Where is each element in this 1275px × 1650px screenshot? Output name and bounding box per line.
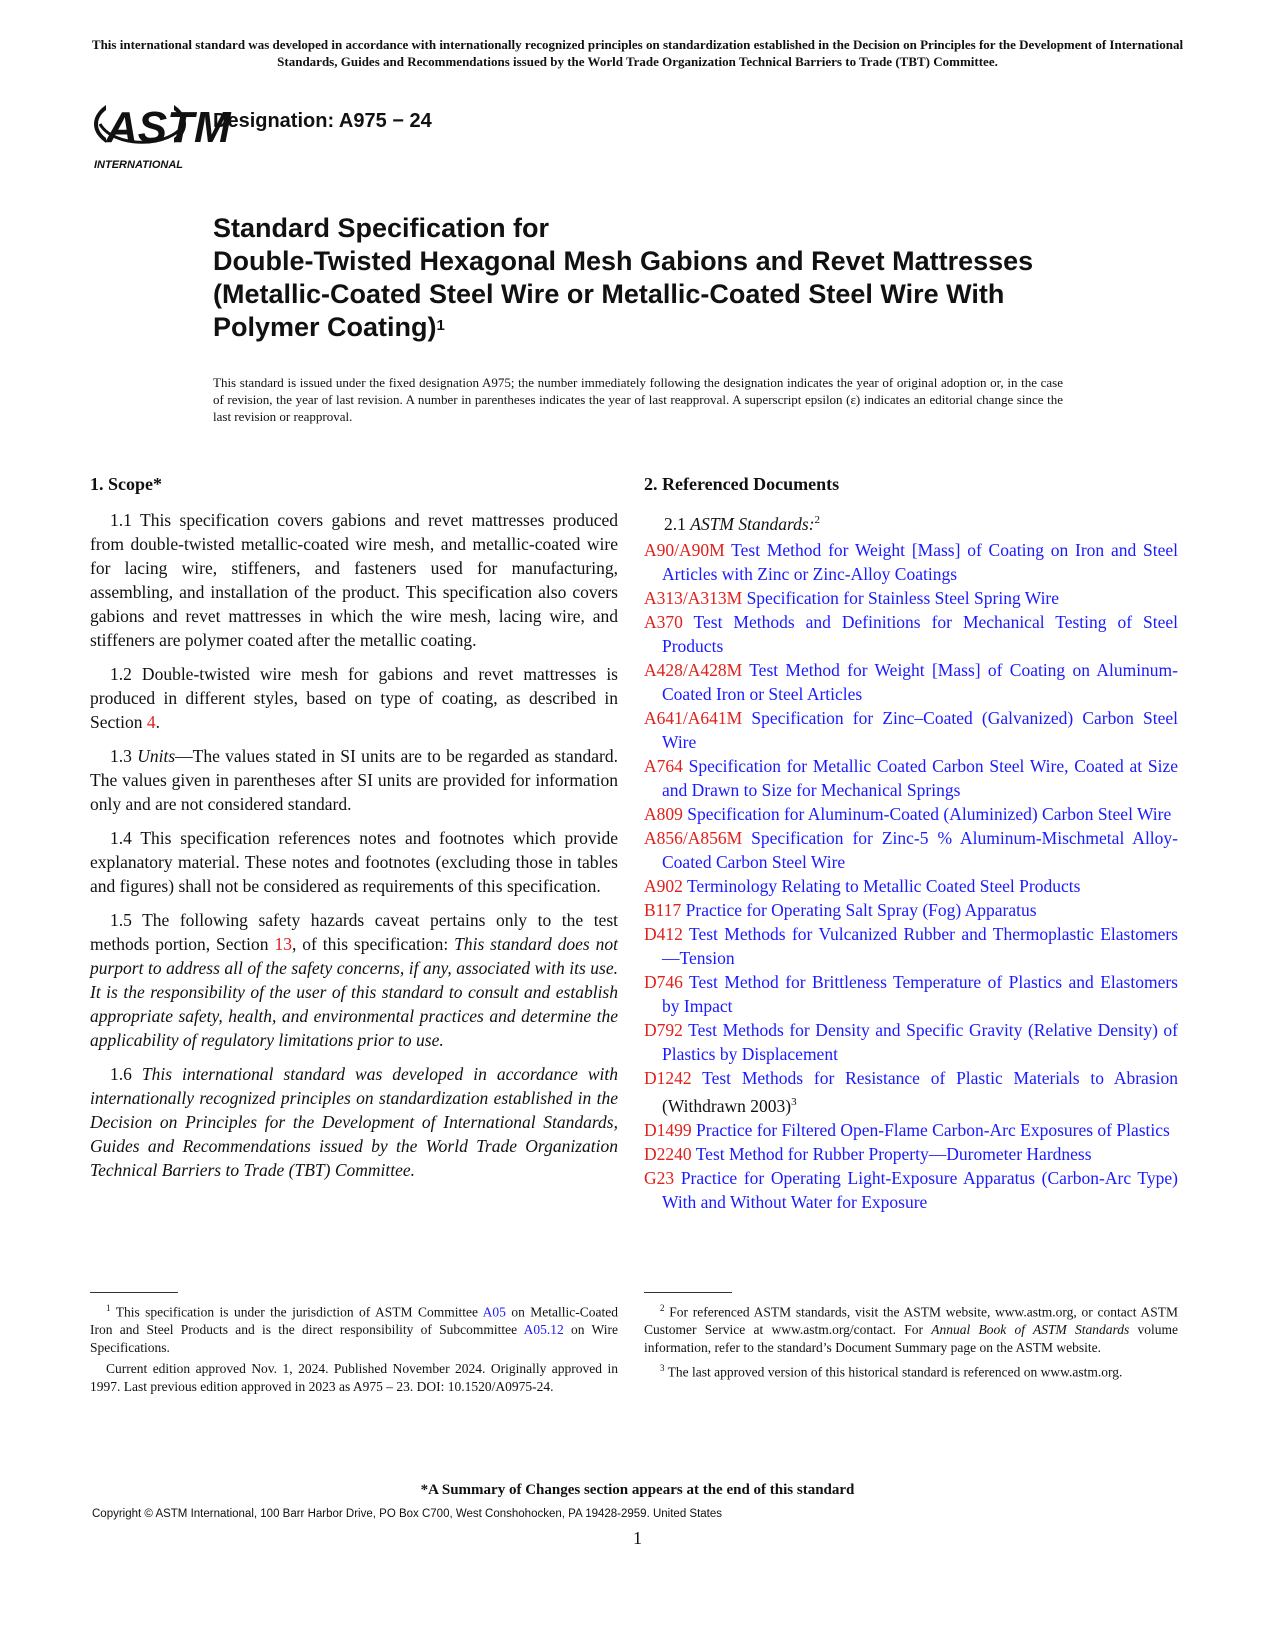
reference-code-link[interactable]: A902 xyxy=(644,875,683,896)
reference-list xyxy=(644,538,1178,1214)
reference-title-link[interactable]: Specification for Zinc-5 % Aluminum-Mischmetal Alloy-Coated Carbon Steel Wire xyxy=(662,827,1178,872)
reference-title-link[interactable]: Terminology Relating to Metallic Coated Steel Products xyxy=(686,875,1081,896)
reference-title-link[interactable]: Test Method for Weight [Mass] of Coating on Aluminum-Coated Iron or Steel Articles xyxy=(662,659,1178,704)
reference-item xyxy=(644,1118,1178,1142)
reference-item xyxy=(644,1066,1178,1118)
reference-title-link[interactable]: Test Methods for Density and Specific Gravity (Relative Density) of Plastics by Displacement xyxy=(662,1019,1179,1064)
reference-item xyxy=(644,970,1178,1018)
footnote-2-text-a: For referenced ASTM standards, visit the ASTM website, www.astm.org, or contact ASTM Customer Service at www.astm.org/contact. For xyxy=(644,1304,1178,1337)
para-1-6-num: 1.6 xyxy=(110,1064,142,1084)
document-title xyxy=(213,212,1043,344)
footnote-3-mark[interactable]: 3 xyxy=(791,1095,797,1108)
page-number: 1 xyxy=(633,1528,642,1548)
reference-code-link[interactable]: A313/A313M xyxy=(644,587,743,608)
footnote-1-text-c: on Wire Specifications. xyxy=(90,1322,618,1355)
right-column xyxy=(644,472,1178,1214)
reference-title-link[interactable]: Practice for Operating Salt Spray (Fog) Apparatus xyxy=(685,899,1037,920)
reference-item xyxy=(644,706,1178,754)
reference-code-link[interactable]: D2240 xyxy=(644,1143,692,1164)
footnote-2-mark[interactable]: 2 xyxy=(814,514,821,526)
footnote-1 xyxy=(90,1300,618,1356)
issuance-note: This standard is issued under the fixed designation A975; the number immediately following the designation indicates the year of original adoption or, in the case of revision, the year of last revision. A number in parentheses indicates the year of last reapproval. A superscript epsilon (ε) indicates an editorial change since the last revision or reapproval. xyxy=(213,375,1063,424)
footnote-1-mark: 1 xyxy=(106,1303,111,1313)
footnote-3-text: The last approved version of this historical standard is referenced on www.astm.org. xyxy=(664,1364,1123,1380)
reference-title-link[interactable]: Test Methods for Resistance of Plastic Materials to Abrasion xyxy=(702,1067,1179,1088)
reference-title-link[interactable]: Test Methods and Definitions for Mechanical Testing of Steel Products xyxy=(662,611,1178,656)
para-1-5 xyxy=(90,908,618,1052)
para-1-3 xyxy=(90,744,618,816)
reference-title-link[interactable]: Practice for Filtered Open-Flame Carbon-Arc Exposures of Plastics xyxy=(696,1119,1170,1140)
title-footnote-mark[interactable]: 1 xyxy=(436,317,445,334)
reference-item xyxy=(644,802,1178,826)
para-1-2-end: . xyxy=(155,712,160,732)
reference-code-link[interactable]: B117 xyxy=(644,899,682,920)
reference-code-link[interactable]: D412 xyxy=(644,923,683,944)
reference-item xyxy=(644,1166,1178,1214)
reference-title-link[interactable]: Test Method for Weight [Mass] of Coating on Iron and Steel Articles with Zinc or Zinc-Alloy Coatings xyxy=(662,539,1178,584)
left-column xyxy=(90,472,618,1192)
footnote-2-text-b: volume information, refer to the standard’s Document Summary page on the ASTM website. xyxy=(644,1322,1179,1355)
units-label: Units xyxy=(137,746,176,766)
para-1-2-text: 1.2 Double-twisted wire mesh for gabions and revet mattresses is produced in different styles, based on type of coating, as described in Section xyxy=(90,664,618,732)
reference-code-link[interactable]: A764 xyxy=(644,755,683,776)
reference-item xyxy=(644,826,1178,874)
footnote-rule-right xyxy=(644,1292,732,1293)
reference-title-link[interactable]: Test Method for Brittleness Temperature of Plastics and Elastomers by Impact xyxy=(662,971,1178,1016)
committee-a05-link[interactable]: A05 xyxy=(482,1304,506,1320)
para-1-6 xyxy=(90,1062,618,1182)
astm-logo-icon xyxy=(92,86,231,178)
para-1-6-text: This international standard was developed in accordance with internationally recognized principles on standardization established in the Decision on Principles for the Development of International Standards, Guides and Recommendations issued by the World Trade Organization Technical Barriers to Trade (TBT) Committee. xyxy=(90,1064,619,1180)
top-notice: This international standard was developed in accordance with internationally recognized principles on standardization established in the Decision on Principles for the Development of International Standards, Guides and Recommendations issued by the World Trade Organization Technical Barriers to Trade (TBT) Committee. xyxy=(91,37,1184,69)
reference-code-link[interactable]: D1499 xyxy=(644,1119,692,1140)
para-1-3-num: 1.3 xyxy=(110,746,138,766)
reference-code-link[interactable]: A428/A428M xyxy=(644,659,743,680)
svg-text:ASTM: ASTM xyxy=(106,103,231,152)
para-1-2 xyxy=(90,662,618,734)
subheading-text: ASTM Standards: xyxy=(690,513,815,534)
section-13-link[interactable]: 13 xyxy=(274,934,292,954)
reference-item xyxy=(644,898,1178,922)
para-1-5-text: 1.5 The following safety hazards caveat pertains only to the test methods portion, Section xyxy=(90,910,618,954)
reference-code-link[interactable]: D792 xyxy=(644,1019,683,1040)
reference-code-link[interactable]: A641/A641M xyxy=(644,707,743,728)
reference-item xyxy=(644,1018,1178,1066)
copyright-line: Copyright © ASTM International, 100 Barr Harbor Drive, PO Box C700, West Conshohocken, PA 19428-2959. United States xyxy=(92,1508,723,1520)
reference-item xyxy=(644,610,1178,658)
reference-title-link[interactable]: Specification for Aluminum-Coated (Aluminized) Carbon Steel Wire xyxy=(687,803,1172,824)
summary-of-changes-note: *A Summary of Changes section appears at the end of this standard xyxy=(420,1482,855,1498)
footnote-rule-left xyxy=(90,1292,178,1293)
reference-title-link[interactable]: Specification for Zinc–Coated (Galvanized) Carbon Steel Wire xyxy=(662,707,1179,752)
logo-text: INTERNATIONAL xyxy=(94,159,184,171)
footnote-2-num: 2 xyxy=(660,1303,665,1313)
reference-title-link[interactable]: Specification for Stainless Steel Spring Wire xyxy=(746,587,1060,608)
reference-item xyxy=(644,754,1178,802)
subcommittee-a05-12-link[interactable]: A05.12 xyxy=(523,1322,564,1337)
para-1-4: 1.4 This specification references notes and footnotes which provide explanatory material. These notes and footnotes (excluding those in tables and figures) shall not be considered as requirements of this specification. xyxy=(90,828,618,896)
reference-title-link[interactable]: Test Methods for Vulcanized Rubber and Thermoplastic Elastomers—Tension xyxy=(662,923,1178,968)
referenced-documents-heading: 2. Referenced Documents xyxy=(644,474,840,494)
reference-code-link[interactable]: A90/A90M xyxy=(644,539,725,560)
footnotes-left xyxy=(90,1300,618,1399)
reference-code-link[interactable]: D746 xyxy=(644,971,683,992)
edition-note: Current edition approved Nov. 1, 2024. Published November 2024. Originally approved in 1997. Last previous edition approved in 2023 as A975 – 23. DOI: 10.1520/A0975-24. xyxy=(90,1361,618,1394)
footnotes-right xyxy=(644,1300,1178,1385)
reference-code-link[interactable]: D1242 xyxy=(644,1067,692,1088)
title-main xyxy=(213,245,1043,344)
reference-code-link[interactable]: A809 xyxy=(644,803,683,824)
astm-standards-subheading xyxy=(664,508,1178,536)
footnote-1-text-a: This specification is under the jurisdiction of ASTM Committee xyxy=(110,1304,483,1320)
reference-code-link[interactable]: A856/A856M xyxy=(644,827,743,848)
footnote-1-text-b: on Metallic-Coated Iron and Steel Products and is the direct responsibility of Subcommittee xyxy=(90,1304,618,1337)
footnote-2 xyxy=(644,1300,1178,1356)
annual-book-title: Annual Book of ASTM Standards xyxy=(931,1322,1130,1337)
title-line-1: Standard Specification for xyxy=(213,213,550,243)
subheading-num: 2.1 xyxy=(664,513,691,534)
reference-item xyxy=(644,1142,1178,1166)
footnote-3 xyxy=(644,1360,1178,1381)
reference-item xyxy=(644,658,1178,706)
reference-note: (Withdrawn 2003) xyxy=(662,1095,792,1116)
designation: Designation: A975 − 24 xyxy=(213,110,432,132)
reference-item xyxy=(644,922,1178,970)
section-4-link[interactable]: 4 xyxy=(146,712,156,732)
reference-title-link[interactable]: Specification for Metallic Coated Carbon Steel Wire, Coated at Size and Drawn to Size for Mechanical Springs xyxy=(662,755,1178,800)
safety-caveat: This standard does not purport to address all of the safety concerns, if any, associated with its use. It is the responsibility of the user of this standard to consult and establish appropriate safety, health, and environmental practices and determine the applicability of regulatory limitations prior to use. xyxy=(90,934,618,1050)
title-line-2: Double-Twisted Hexagonal Mesh Gabions and Revet Mattresses (Metallic-Coated Steel Wire or Metallic-Coated Steel Wire With Polymer Coating) xyxy=(213,246,1034,342)
reference-title-link[interactable]: Practice for Operating Light-Exposure Apparatus (Carbon-Arc Type) With and Without Water for Exposure xyxy=(662,1167,1178,1212)
para-1-3-text: —The values stated in SI units are to be regarded as standard. The values given in parentheses after SI units are provided for information only and are not considered standard. xyxy=(90,746,618,814)
reference-item xyxy=(644,538,1178,586)
footnote-3-num: 3 xyxy=(660,1363,665,1373)
reference-code-link[interactable]: A370 xyxy=(644,611,683,632)
scope-heading: 1. Scope* xyxy=(90,474,162,494)
reference-item xyxy=(644,874,1178,898)
reference-code-link[interactable]: G23 xyxy=(644,1167,675,1188)
reference-item xyxy=(644,586,1178,610)
para-1-1: 1.1 This specification covers gabions and revet mattresses produced from double-twisted metallic-coated wire mesh, and metallic-coated wire for lacing wire, stiffeners, and fasteners used for manufacturing, assembling, and installation of the product. This specification also covers gabions and revet mattresses in which the wire mesh, lacing wire, and stiffeners are polymer coated after the metallic coating. xyxy=(90,510,618,650)
para-1-5-mid: , of this specification: xyxy=(291,934,455,954)
reference-title-link[interactable]: Test Method for Rubber Property—Durometer Hardness xyxy=(695,1143,1092,1164)
